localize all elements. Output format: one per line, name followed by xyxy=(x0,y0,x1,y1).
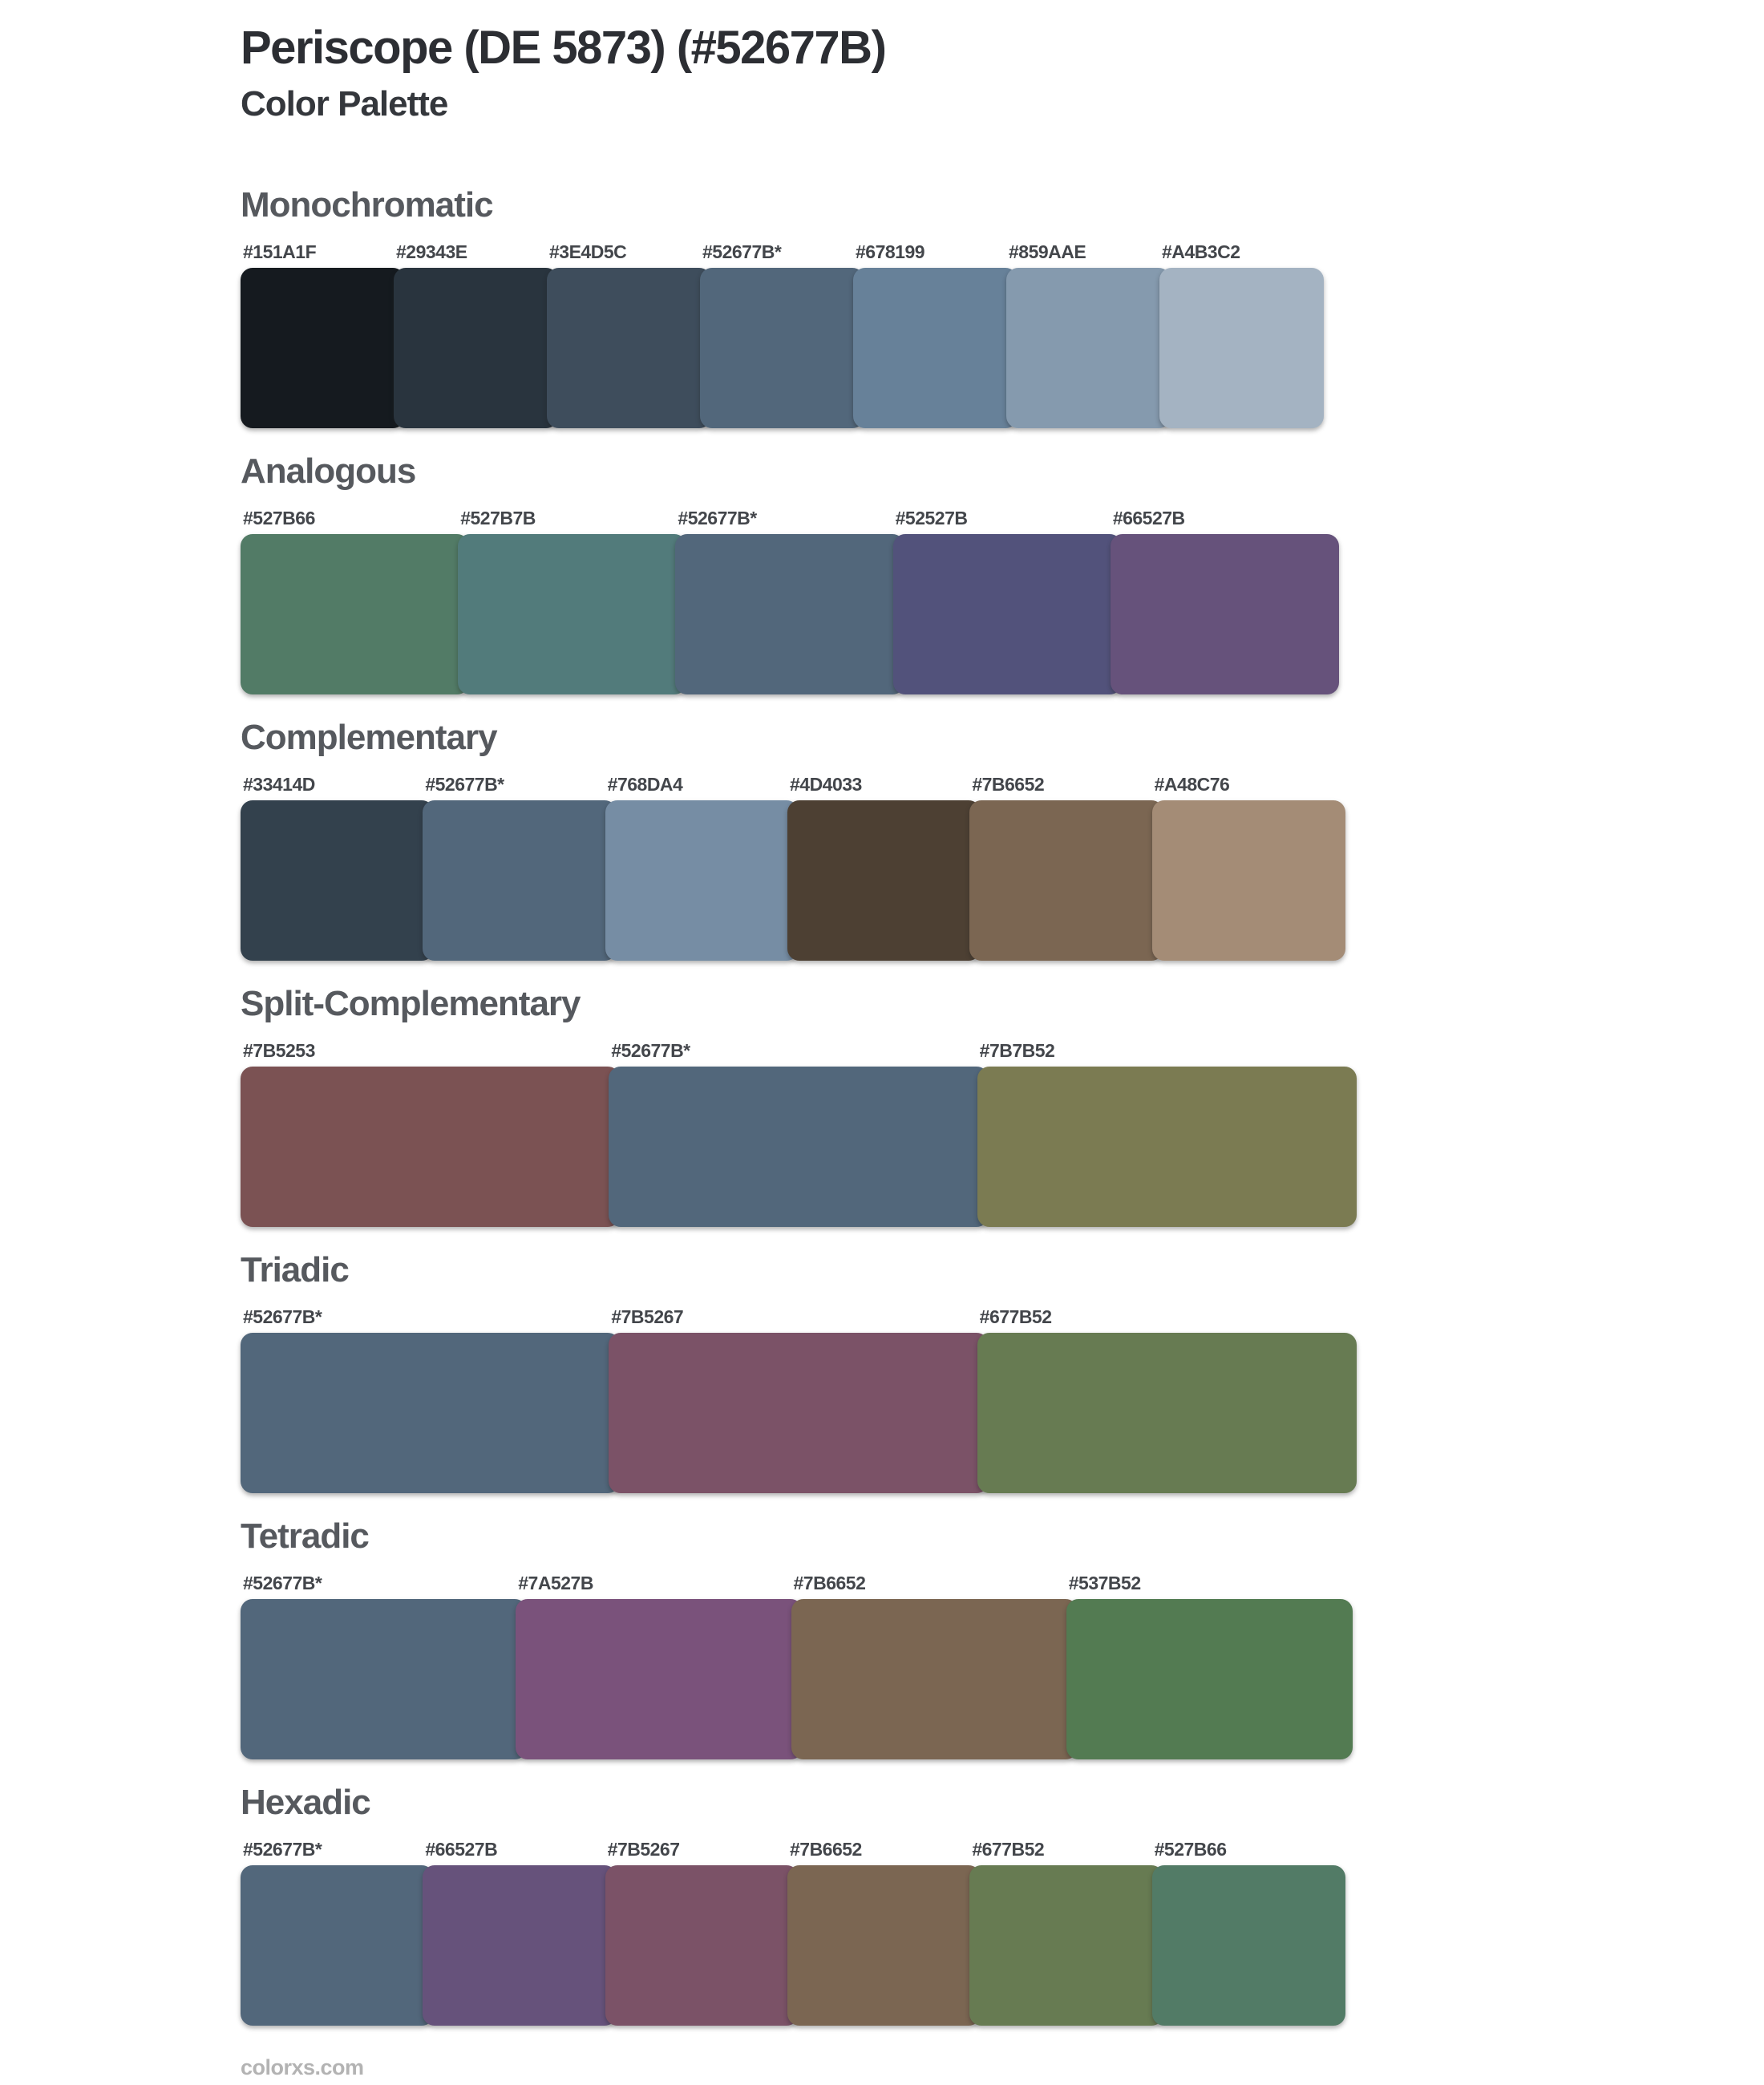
section-heading: Split-Complementary xyxy=(241,984,581,1023)
palette-section xyxy=(241,1782,1764,2026)
color-swatch[interactable] xyxy=(241,534,469,694)
color-swatch[interactable] xyxy=(1152,800,1345,961)
color-swatch[interactable] xyxy=(609,1333,988,1493)
swatch-hex-label: #527B7B xyxy=(460,508,536,528)
swatch-labels-row xyxy=(241,241,1324,263)
section-heading: Complementary xyxy=(241,718,497,757)
swatch-labels-row xyxy=(241,1838,1345,1860)
color-swatch[interactable] xyxy=(969,800,1163,961)
swatch-labels-row xyxy=(241,507,1339,529)
swatch-hex-label: #52677B* xyxy=(702,241,782,262)
swatch-hex-label: #7B6652 xyxy=(793,1573,866,1593)
color-swatch[interactable] xyxy=(241,1333,620,1493)
swatch-hex-label: #52677B* xyxy=(678,508,757,528)
section-heading: Tetradic xyxy=(241,1516,369,1556)
color-swatch[interactable] xyxy=(516,1599,802,1759)
swatch-hex-label: #29343E xyxy=(396,241,467,262)
swatch-hex-label: #677B52 xyxy=(972,1839,1045,1860)
swatch-hex-label: #859AAE xyxy=(1009,241,1086,262)
section-heading: Hexadic xyxy=(241,1783,370,1822)
swatch-hex-label: #7B5267 xyxy=(611,1306,684,1327)
palette-section xyxy=(241,184,1764,428)
swatch-hex-label: #A48C76 xyxy=(1154,774,1230,795)
swatch-hex-label: #66527B xyxy=(1112,508,1185,528)
palette-section xyxy=(241,983,1764,1227)
color-swatch[interactable] xyxy=(609,1067,988,1227)
swatch-hex-label: #7A527B xyxy=(518,1573,593,1593)
color-swatch[interactable] xyxy=(977,1333,1357,1493)
color-swatch[interactable] xyxy=(675,534,904,694)
swatch-hex-label: #678199 xyxy=(856,241,925,262)
section-heading: Triadic xyxy=(241,1250,349,1289)
color-swatch[interactable] xyxy=(241,1865,434,2026)
color-swatch[interactable] xyxy=(787,1865,981,2026)
swatch-hex-label: #52677B* xyxy=(243,1839,322,1860)
color-swatch[interactable] xyxy=(977,1067,1357,1227)
color-swatch[interactable] xyxy=(791,1599,1078,1759)
swatch-labels-row xyxy=(241,1039,1357,1062)
swatch-hex-label: #33414D xyxy=(243,774,315,795)
color-swatch[interactable] xyxy=(547,268,711,428)
color-swatch[interactable] xyxy=(241,800,434,961)
swatch-hex-label: #52527B xyxy=(895,508,968,528)
swatch-hex-label: #7B7B52 xyxy=(979,1040,1055,1061)
swatch-row xyxy=(241,800,1345,961)
swatch-hex-label: #7B6652 xyxy=(789,1839,862,1860)
swatch-labels-row xyxy=(241,1306,1357,1328)
color-swatch[interactable] xyxy=(605,1865,799,2026)
color-swatch[interactable] xyxy=(1066,1599,1353,1759)
swatch-labels-row xyxy=(241,773,1345,796)
swatch-hex-label: #A4B3C2 xyxy=(1162,241,1240,262)
swatch-hex-label: #768DA4 xyxy=(607,774,683,795)
color-swatch[interactable] xyxy=(700,268,864,428)
color-swatch[interactable] xyxy=(1159,268,1324,428)
color-swatch[interactable] xyxy=(458,534,686,694)
palette-section xyxy=(241,1516,1764,1759)
color-swatch[interactable] xyxy=(241,1067,620,1227)
page-title: Periscope (DE 5873) (#52677B) xyxy=(241,22,886,74)
color-swatch[interactable] xyxy=(1006,268,1171,428)
section-heading: Monochromatic xyxy=(241,185,493,225)
color-swatch[interactable] xyxy=(1152,1865,1345,2026)
swatch-row xyxy=(241,534,1339,694)
swatch-hex-label: #677B52 xyxy=(979,1306,1052,1327)
swatch-hex-label: #527B66 xyxy=(243,508,315,528)
swatch-labels-row xyxy=(241,1572,1353,1594)
page-subtitle: Color Palette xyxy=(241,84,448,123)
color-swatch[interactable] xyxy=(1111,534,1339,694)
color-swatch[interactable] xyxy=(241,1599,527,1759)
swatch-hex-label: #7B5253 xyxy=(243,1040,315,1061)
swatch-row xyxy=(241,1333,1357,1493)
swatch-hex-label: #66527B xyxy=(425,1839,498,1860)
swatch-hex-label: #527B66 xyxy=(1154,1839,1227,1860)
swatch-hex-label: #52677B* xyxy=(425,774,504,795)
swatch-hex-label: #537B52 xyxy=(1068,1573,1141,1593)
section-heading: Analogous xyxy=(241,451,416,491)
swatch-hex-label: #52677B* xyxy=(611,1040,690,1061)
color-swatch[interactable] xyxy=(423,800,616,961)
color-swatch[interactable] xyxy=(853,268,1018,428)
color-swatch[interactable] xyxy=(605,800,799,961)
swatch-row xyxy=(241,268,1324,428)
palette-section xyxy=(241,1249,1764,1493)
color-swatch[interactable] xyxy=(423,1865,616,2026)
swatch-hex-label: #151A1F xyxy=(243,241,317,262)
swatch-hex-label: #7B5267 xyxy=(607,1839,680,1860)
color-swatch[interactable] xyxy=(893,534,1122,694)
swatch-hex-label: #52677B* xyxy=(243,1306,322,1327)
swatch-row xyxy=(241,1865,1345,2026)
swatch-row xyxy=(241,1599,1353,1759)
color-swatch[interactable] xyxy=(969,1865,1163,2026)
palette-sections xyxy=(241,184,1764,2026)
palette-section xyxy=(241,717,1764,961)
swatch-hex-label: #52677B* xyxy=(243,1573,322,1593)
color-swatch[interactable] xyxy=(787,800,981,961)
color-swatch[interactable] xyxy=(241,268,405,428)
swatch-hex-label: #4D4033 xyxy=(789,774,862,795)
palette-section xyxy=(241,451,1764,694)
swatch-row xyxy=(241,1067,1357,1227)
swatch-hex-label: #7B6652 xyxy=(972,774,1045,795)
swatch-hex-label: #3E4D5C xyxy=(549,241,627,262)
footer-site-link[interactable]: colorxs.com xyxy=(241,2055,364,2079)
color-swatch[interactable] xyxy=(394,268,558,428)
